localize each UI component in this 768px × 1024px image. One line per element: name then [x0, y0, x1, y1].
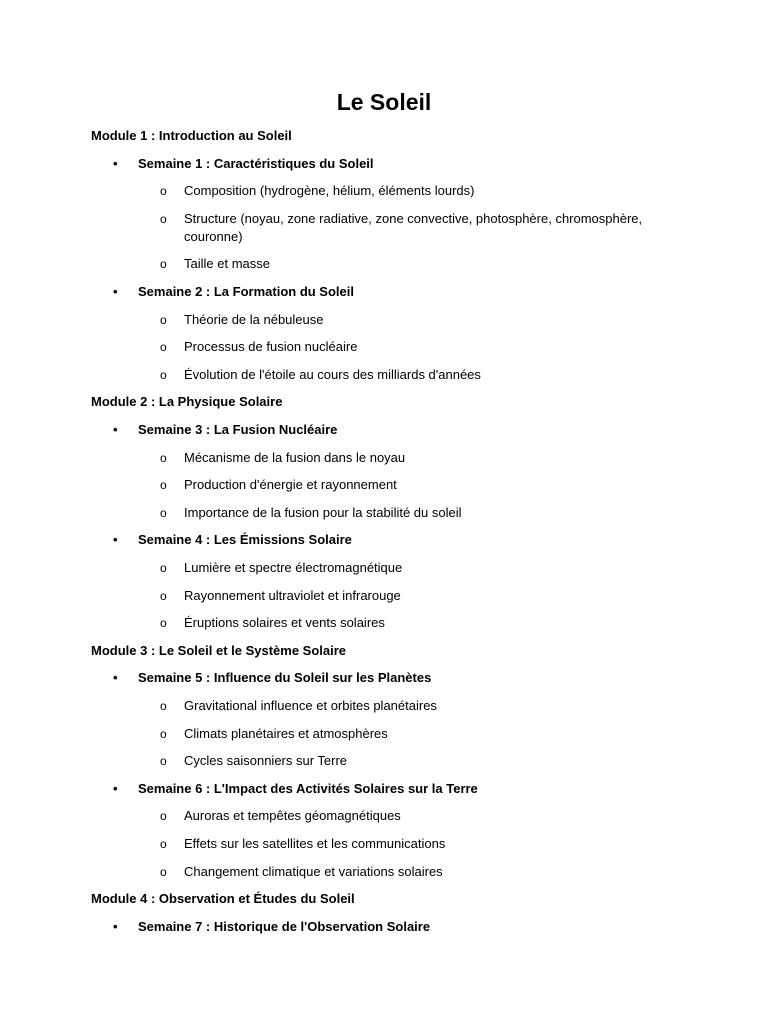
week-bullet: •: [113, 422, 118, 437]
list-item: Lumière et spectre électromagnétique: [184, 560, 403, 575]
item-bullet: o: [160, 754, 167, 769]
week-heading: Semaine 3 : La Fusion Nucléaire: [138, 422, 338, 437]
week-heading: Semaine 5 : Influence du Soleil sur les Planètes: [138, 670, 432, 686]
list-item: Taille et masse: [184, 256, 270, 272]
item-bullet: o: [160, 478, 167, 493]
list-item: Évolution de l'étoile au cours des milliards d'années: [184, 366, 481, 382]
list-item: Effets sur les satellites et les communications: [184, 836, 446, 851]
item-bullet: o: [160, 588, 167, 603]
list-item: Processus de fusion nucléaire: [184, 339, 358, 355]
week-heading: Semaine 2 : La Formation du Soleil: [138, 284, 354, 299]
module-heading: Module 2 : La Physique Solaire: [91, 394, 283, 410]
list-item: Production d'énergie et rayonnement: [184, 477, 397, 493]
item-bullet: o: [160, 257, 167, 272]
module-heading: Module 3 : Le Soleil et le Système Solaire: [91, 642, 347, 658]
week-heading: Semaine 6 : L'Impact des Activités Solaires sur la Terre: [138, 780, 478, 796]
list-item: Composition (hydrogène, hélium, éléments lourds): [184, 183, 475, 199]
list-item: Théorie de la nébuleuse: [184, 311, 324, 327]
item-bullet: o: [160, 184, 167, 199]
item-bullet: o: [160, 367, 167, 382]
week-bullet: •: [113, 918, 118, 934]
week-bullet: •: [113, 155, 118, 171]
module-heading: Module 1 : Introduction au Soleil: [91, 128, 292, 143]
item-bullet: o: [160, 616, 167, 631]
week-heading: Semaine 4 : Les Émissions Solaire: [138, 532, 352, 548]
item-bullet: o: [160, 450, 167, 465]
week-bullet: •: [113, 284, 118, 299]
week-bullet: •: [113, 780, 118, 796]
item-bullet: o: [160, 726, 167, 741]
week-bullet: •: [113, 532, 118, 548]
list-item: Mécanisme de la fusion dans le noyau: [184, 449, 406, 465]
list-item: Structure (noyau, zone radiative, zone convective, photosphère, chromosphère, couronne): [184, 210, 643, 244]
item-bullet: o: [160, 864, 167, 879]
item-bullet: o: [160, 340, 167, 355]
item-bullet: o: [160, 699, 167, 713]
item-bullet: o: [160, 561, 167, 575]
list-item: Cycles saisonniers sur Terre: [184, 753, 348, 769]
item-bullet: o: [160, 211, 167, 226]
item-bullet: o: [160, 837, 167, 851]
list-item: Changement climatique et variations solaires: [184, 863, 443, 879]
week-bullet: •: [113, 670, 118, 686]
module-heading: Module 4 : Observation et Études du Soleil: [91, 891, 355, 907]
item-bullet: o: [160, 505, 167, 520]
list-item: Auroras et tempêtes géomagnétiques: [184, 808, 401, 824]
list-item: Rayonnement ultraviolet et infrarouge: [184, 587, 401, 603]
item-bullet: o: [160, 312, 167, 327]
list-item: Éruptions solaires et vents solaires: [184, 615, 385, 631]
week-heading: Semaine 7 : Historique de l'Observation Solaire: [138, 918, 431, 934]
list-item: Gravitational influence et orbites planétaires: [184, 698, 437, 713]
item-bullet: o: [160, 809, 167, 824]
list-item: Importance de la fusion pour la stabilité du soleil: [184, 504, 462, 520]
week-heading: Semaine 1 : Caractéristiques du Soleil: [138, 155, 374, 171]
list-item: Climats planétaires et atmosphères: [184, 725, 388, 741]
document-title: Le Soleil: [336, 89, 432, 115]
